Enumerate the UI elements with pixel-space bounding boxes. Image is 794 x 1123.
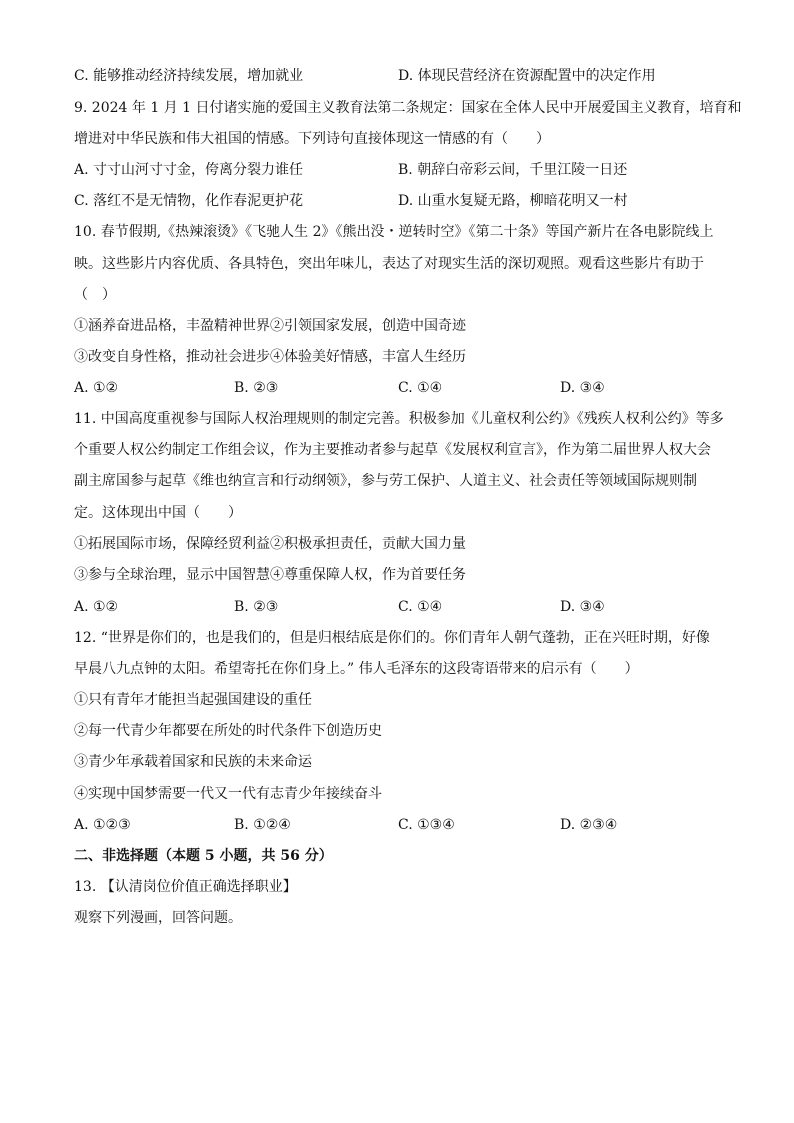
q11-choice-a: A. ①② <box>74 599 119 615</box>
q11-choice-d: D. ③④ <box>560 599 605 615</box>
q11-items-line-2: ③参与全球治理，显示中国智慧④尊重保障人权，作为首要任务 <box>74 567 466 583</box>
q8-option-d: D. 体现民营经济在资源配置中的决定作用 <box>398 68 656 84</box>
q11-stem-line-2: 个重要人权公约制定工作组会议，作为主要推动者参与起草《发展权利宣言》，作为第二届世界人权大会 <box>74 442 711 458</box>
q11-stem-line-1: 11. 中国高度重视参与国际人权治理规则的制定完善。积极参加《儿童权利公约》《残疾人权利公约》等多 <box>74 411 724 427</box>
section-2-heading: 二、非选择题（本题 5 小题，共 56 分） <box>74 848 333 864</box>
q11-choice-c: C. ①④ <box>398 599 443 615</box>
q12-choice-d: D. ②③④ <box>560 817 618 833</box>
q11-stem-line-4: 定。这体现出中国（ ） <box>74 505 242 521</box>
q9-stem-line-2: 增进对中华民族和伟大祖国的情感。下列诗句直接体现这一情感的有（ ） <box>74 131 550 147</box>
q12-choice-a: A. ①②③ <box>74 817 131 833</box>
q8-option-c: C. 能够推动经济持续发展，增加就业 <box>74 68 304 84</box>
q11-choice-b: B. ②③ <box>234 599 279 615</box>
q10-choice-c: C. ①④ <box>398 380 443 396</box>
q12-stem-line-2: 早晨八九点钟的太阳。希望寄托在你们身上。” 伟人毛泽东的这段寄语带来的启示有（ ） <box>74 661 639 677</box>
q10-items-line-1: ①涵养奋进品格，丰盈精神世界②引领国家发展，创造中国奇迹 <box>74 318 466 334</box>
q10-items-line-2: ③改变自身性格，推动社会进步④体验美好情感，丰富人生经历 <box>74 349 466 365</box>
q9-stem-line-1: 9. 2024 年 1 月 1 日付诸实施的爱国主义教育法第二条规定：国家在全体人民中开展爱国主义教育，培育和 <box>74 100 742 116</box>
q10-choice-d: D. ③④ <box>560 380 605 396</box>
q10-choice-a: A. ①② <box>74 380 119 396</box>
q10-stem-line-1: 10. 春节假期,《热辣滚烫》《飞驰人生 2》《熊出没・逆转时空》《第二十条》等国产新片在各电影院线上 <box>74 224 714 240</box>
q10-stem-line-2: 映。这些影片内容优质、各具特色，突出年味儿，表达了对现实生活的深切观照。观看这些影片有助于 <box>74 256 704 272</box>
q9-option-d: D. 山重水复疑无路，柳暗花明又一村 <box>398 193 628 209</box>
q11-items-line-1: ①拓展国际市场，保障经贸利益②积极承担责任，贡献大国力量 <box>74 536 466 552</box>
q12-item-4: ④实现中国梦需要一代又一代有志青少年接续奋斗 <box>74 786 382 802</box>
q9-option-a: A. 寸寸山河寸寸金，侉离分裂力谁任 <box>74 162 304 178</box>
q10-stem-line-3: （ ） <box>74 287 116 303</box>
q12-choice-b: B. ①②④ <box>234 817 291 833</box>
q12-stem-line-1: 12. “世界是你们的，也是我们的，但是归根结底是你们的。你们青年人朝气蓬勃，正在兴旺时期，好像 <box>74 630 710 646</box>
q9-option-c: C. 落红不是无情物，化作春泥更护花 <box>74 193 304 209</box>
q11-stem-line-3: 副主席国参与起草《维也纳宣言和行动纲领》，参与劳工保护、人道主义、社会责任等领域国际规则制 <box>74 473 697 489</box>
q13-instruction: 观察下列漫画，回答问题。 <box>74 910 242 926</box>
q10-choice-b: B. ②③ <box>234 380 279 396</box>
q9-option-b: B. 朝辞白帝彩云间，千里江陵一日还 <box>398 162 628 178</box>
q12-item-1: ①只有青年才能担当起强国建设的重任 <box>74 692 312 708</box>
q13-title: 13. 【认清岗位价值正确选择职业】 <box>74 879 297 895</box>
q12-item-2: ②每一代青少年都要在所处的时代条件下创造历史 <box>74 723 382 739</box>
q12-choice-c: C. ①③④ <box>398 817 455 833</box>
q12-item-3: ③青少年承载着国家和民族的未来命运 <box>74 754 312 770</box>
